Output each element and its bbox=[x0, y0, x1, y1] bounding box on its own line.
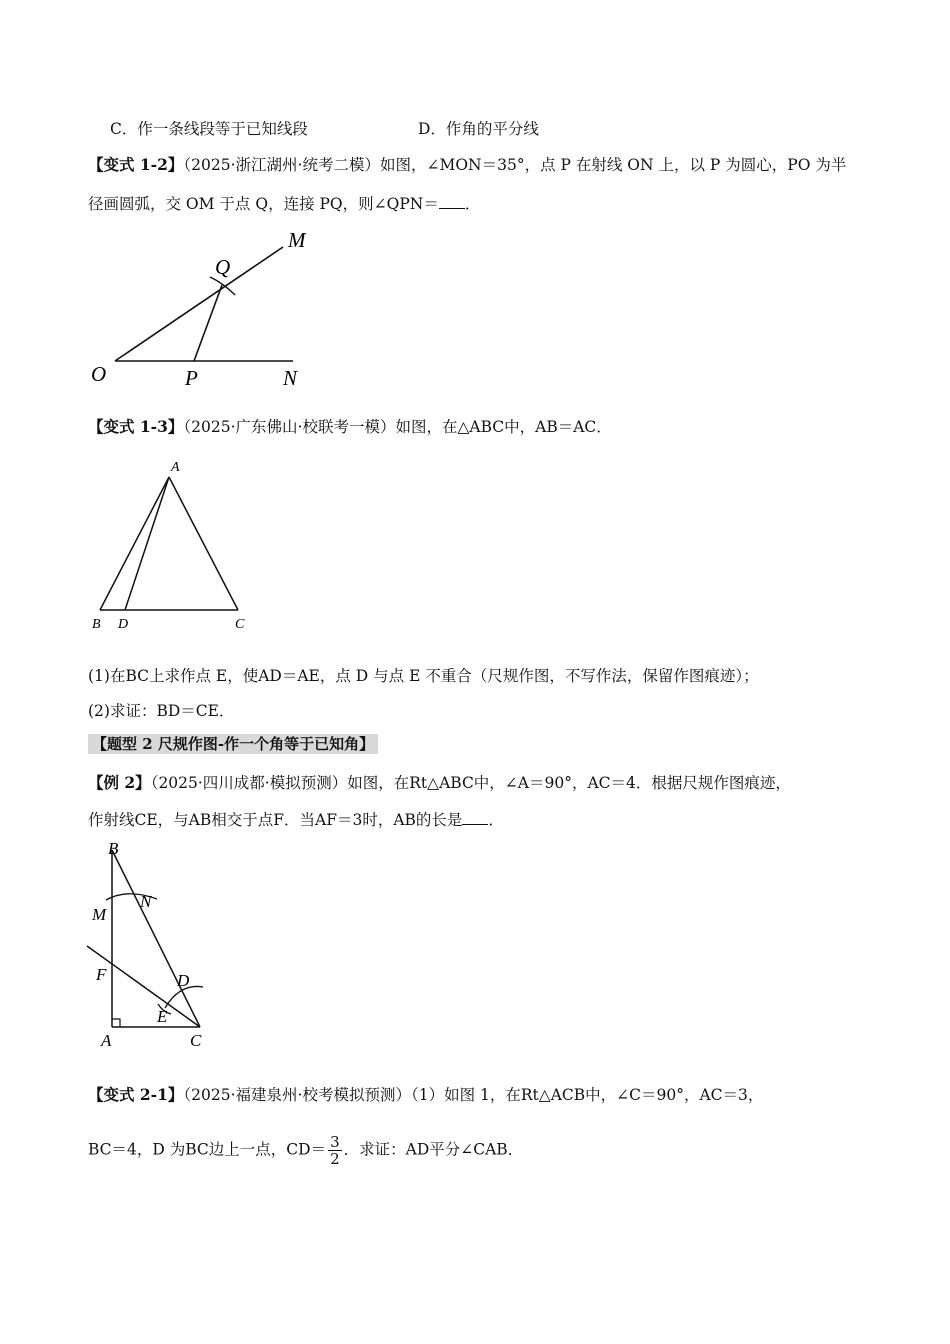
figure-right-triangle bbox=[85, 836, 225, 1056]
question-1: (1)在BC上求作点 E，使AD＝AE，点 D 与点 E 不重合（尺规作图，不写作法，保留作图痕迹）； bbox=[88, 667, 759, 685]
section-title: 【题型 2 尺规作图-作一个角等于已知角】 bbox=[88, 734, 378, 754]
fraction-numerator: 3 bbox=[330, 1133, 340, 1151]
label-b: B bbox=[108, 839, 119, 858]
variant-tag: 【变式 1-3】 bbox=[88, 417, 184, 436]
label-n: N bbox=[140, 892, 152, 911]
variant-source: （2025·广东佛山·校联考一模） bbox=[183, 418, 396, 436]
variant-text: 如图，在△ABC中，AB＝AC． bbox=[395, 418, 612, 436]
question-2: (2)求证：BD＝CE． bbox=[88, 702, 235, 720]
fraction bbox=[328, 1134, 342, 1167]
example-text: 如图，在Rt△ABC中，∠A＝90°，AC＝4．根据尺规作图痕迹， bbox=[347, 774, 791, 792]
label-p: P bbox=[185, 366, 198, 390]
label-m: M bbox=[92, 905, 107, 924]
example-source: （2025·四川成都·模拟预测） bbox=[150, 774, 348, 792]
label-d: D bbox=[177, 971, 190, 990]
segment-pq bbox=[194, 285, 222, 361]
figure-triangle-abc bbox=[85, 455, 265, 635]
period: ． bbox=[464, 195, 481, 213]
variant-text: ．求证：AD平分∠CAB． bbox=[343, 1140, 524, 1159]
variant-2-1-line1 bbox=[88, 1083, 763, 1105]
variant-source: （2025·浙江湖州·统考二模） bbox=[183, 156, 380, 174]
variant-source: （2025·福建泉州·校考模拟预测） bbox=[183, 1086, 411, 1104]
period: ． bbox=[488, 811, 504, 829]
right-angle-mark bbox=[112, 1019, 120, 1027]
variant-1-2-line1 bbox=[88, 153, 846, 175]
variant-2-1-line2 bbox=[88, 1134, 523, 1167]
variant-text: BC＝4，D 为BC边上一点，CD＝ bbox=[88, 1140, 327, 1159]
label-a: A bbox=[101, 1031, 112, 1050]
variant-text: 径画圆弧，交 OM 于点 Q，连接 PQ，则∠QPN＝ bbox=[88, 195, 439, 213]
figure-mon-angle bbox=[85, 225, 325, 395]
option-c: C．作一条线段等于已知线段 bbox=[110, 120, 308, 138]
example-2-line2 bbox=[88, 808, 504, 830]
answer-blank bbox=[439, 194, 465, 209]
arc-mark bbox=[210, 277, 235, 295]
label-n: N bbox=[283, 366, 298, 390]
example-tag: 【例 2】 bbox=[88, 773, 151, 792]
fraction-denominator: 2 bbox=[330, 1150, 340, 1168]
side-ab bbox=[100, 477, 169, 610]
example-2-line1 bbox=[88, 771, 791, 793]
variant-1-3-line1 bbox=[88, 415, 612, 437]
variant-1-2-line2 bbox=[88, 192, 480, 214]
label-b: B bbox=[92, 617, 101, 632]
label-c: C bbox=[190, 1031, 202, 1050]
label-e: E bbox=[157, 1007, 168, 1026]
label-o: O bbox=[91, 362, 107, 386]
label-q: Q bbox=[215, 255, 231, 279]
segment-ad bbox=[125, 477, 169, 610]
example-text: 作射线CE，与AB相交于点F．当AF＝3时，AB的长是 bbox=[88, 811, 463, 829]
variant-text: （1）如图 1，在Rt△ACB中，∠C＝90°，AC＝3， bbox=[410, 1086, 764, 1104]
side-ac bbox=[169, 477, 238, 610]
option-d: D．作角的平分线 bbox=[418, 120, 539, 138]
answer-blank bbox=[462, 810, 488, 825]
variant-tag: 【变式 1-2】 bbox=[88, 155, 184, 174]
side-bc bbox=[112, 850, 200, 1027]
label-a: A bbox=[171, 460, 180, 475]
label-m: M bbox=[288, 228, 306, 252]
ray-om bbox=[115, 247, 283, 361]
label-c: C bbox=[235, 617, 245, 632]
variant-tag: 【变式 2-1】 bbox=[88, 1085, 184, 1104]
variant-text: 如图，∠MON＝35°，点 P 在射线 ON 上，以 P 为圆心，PO 为半 bbox=[379, 156, 847, 174]
label-f: F bbox=[96, 965, 107, 984]
label-d: D bbox=[118, 617, 129, 632]
